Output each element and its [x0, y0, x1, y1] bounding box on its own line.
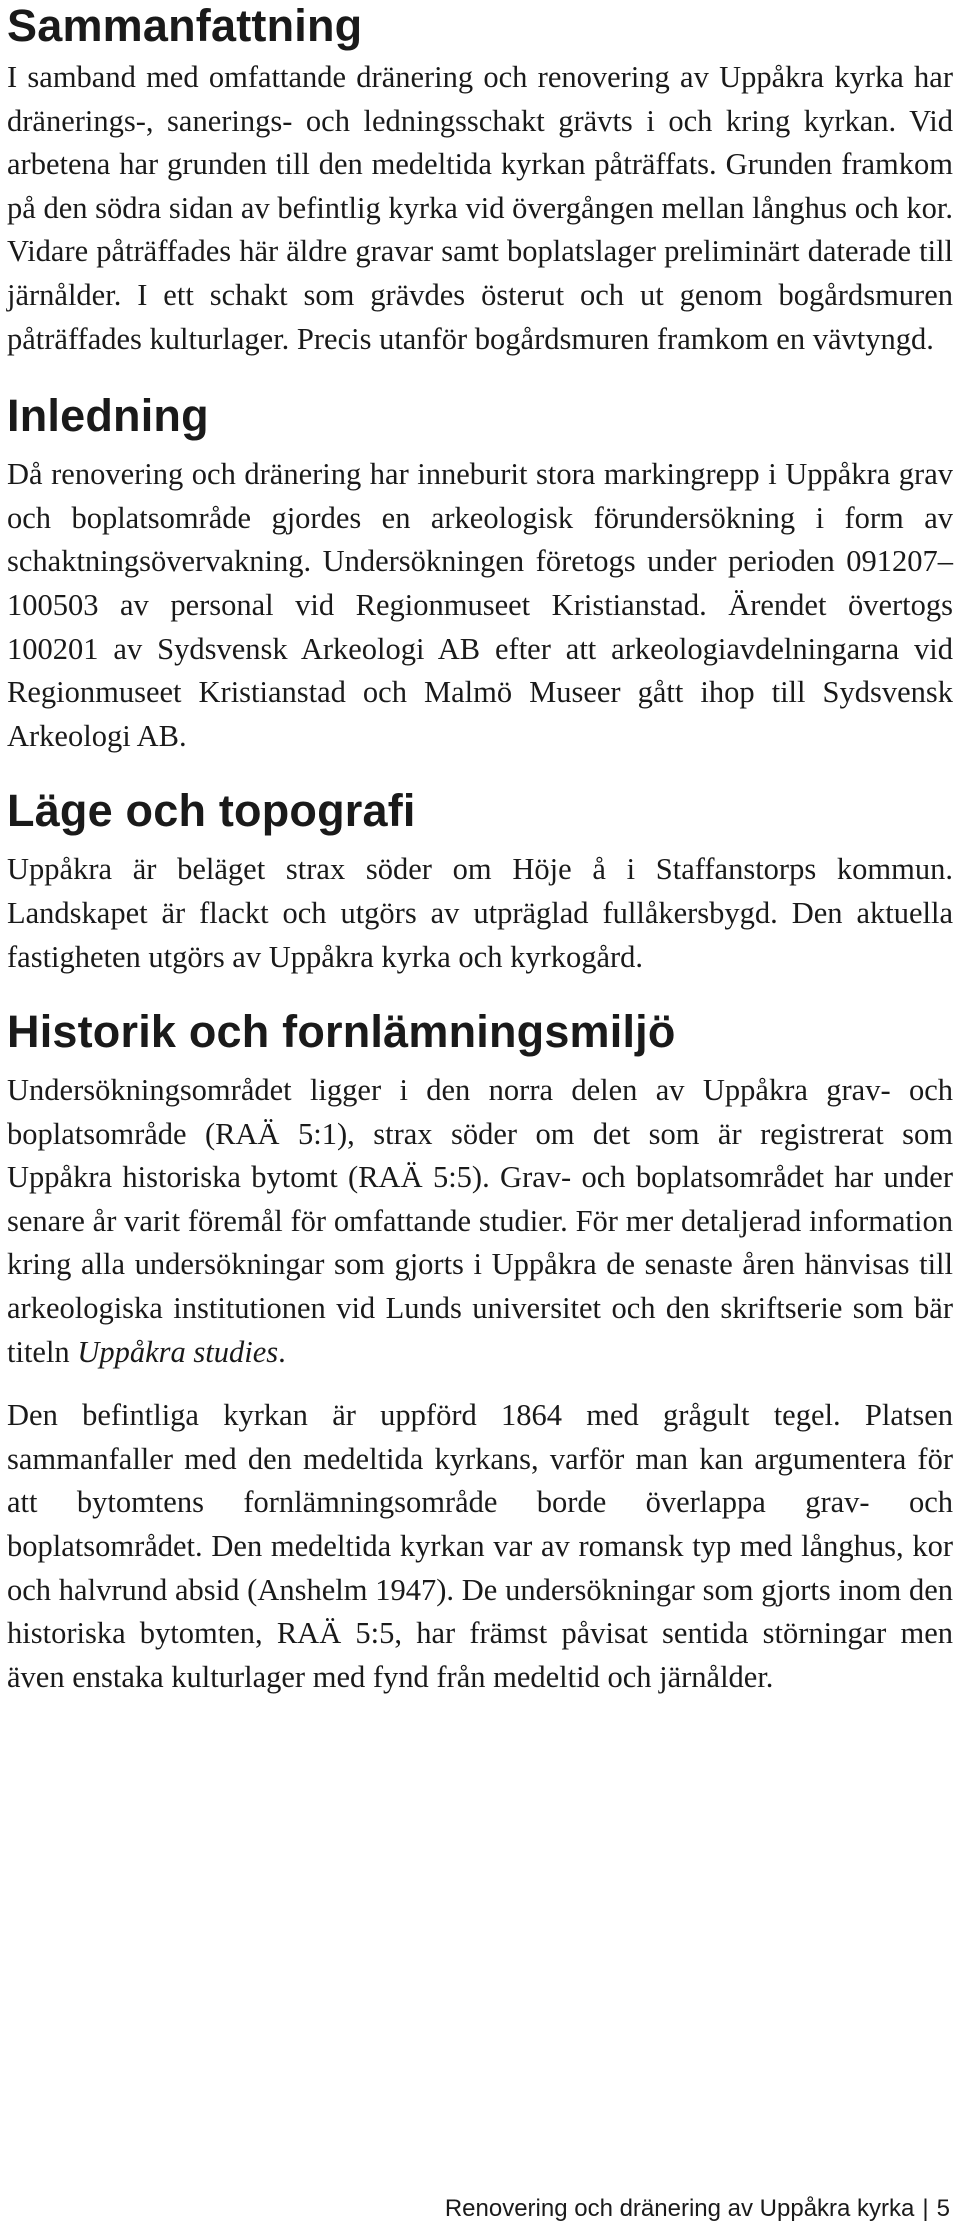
- history-paragraph-2: Den befintliga kyrkan är uppförd 1864 med grågult tegel. Platsen sammanfaller med den medeltida kyrkans, varför man kan argumentera för att bytomtens fornlämningsområde borde överlappa grav- och boplatsområdet. Den medeltida kyrkan var av romansk typ med långhus, kor och halvrund absid (Anshelm 1947). De undersökningar som gjorts inom den historiska bytomten, RAÄ 5:5, har främst påvisat sentida störningar men även enstaka kulturlager med fynd från medeltid och järnålder.: [7, 1398, 953, 1694]
- topography-paragraph: Uppåkra är beläget strax söder om Höje å i Staffanstorps kommun. Landskapet är flackt och utgörs av utpräglad fullåkersbygd. Den aktuella fastigheten utgörs av Uppåkra kyrka och kyrkogård.: [7, 852, 953, 974]
- document-page: [7, 0, 953, 1699]
- footer-title: Renovering och dränering av Uppåkra kyrka: [444, 2195, 915, 2222]
- history-paragraph-1-end: .: [278, 1334, 286, 1369]
- history-paragraph-1-text: Undersökningsområdet ligger i den norra delen av Uppåkra grav- och boplatsområde (RAÄ 5:1), strax söder om det som är registrerat som Uppåkra historiska bytomt (RAÄ 5:5). Grav- och boplatsområdet har under senare år varit föremål för omfattande studier. För mer detaljerad information kring alla undersökningar som gjorts i Uppåkra de senaste åren hänvisas till arkeologiska institutionen vid Lunds universitet och den skriftserie som bär titeln: [7, 1073, 953, 1369]
- section-heading-topography: Läge och topografi: [7, 785, 416, 837]
- page-number: 5: [936, 2195, 950, 2222]
- page-footer: [445, 2195, 950, 2223]
- section-heading-summary: Sammanfattning: [7, 0, 363, 51]
- series-title: Uppåkra studies: [77, 1334, 279, 1369]
- section-heading-introduction: Inledning: [7, 390, 209, 442]
- introduction-paragraph: Då renovering och dränering har inneburit stora markingrepp i Uppåkra grav och boplatsområde gjordes en arkeologisk förundersökning i form av schaktningsövervakning. Undersökningen företogs under perioden 091207–100503 av personal vid Regionmuseet Kristianstad. Ärendet övertogs 100201 av Sydsvensk Arkeologi AB efter att arkeologiavdelningarna vid Regionmuseet Kristianstad och Malmö Museer gått ihop till Sydsvensk Arkeologi AB.: [7, 457, 953, 753]
- section-heading-history: Historik och fornlämningsmiljö: [7, 1006, 676, 1058]
- footer-separator: |: [922, 2195, 929, 2222]
- history-paragraph-1: [7, 1069, 953, 1374]
- summary-paragraph: I samband med omfattande dränering och renovering av Uppåkra kyrka har dränerings-, sanerings- och ledningsschakt grävts i och kring kyrkan. Vid arbetena har grunden till den medeltida kyrkan påträffats. Grunden framkom på den södra sidan av befintlig kyrka vid övergången mellan långhus och kor. Vidare påträffades här äldre gravar samt boplatslager preliminärt daterade till järnålder. I ett schakt som grävdes österut och ut genom bogårdsmuren påträffades kulturlager. Precis utanför bogårdsmuren framkom en vävtyngd.: [7, 60, 953, 356]
